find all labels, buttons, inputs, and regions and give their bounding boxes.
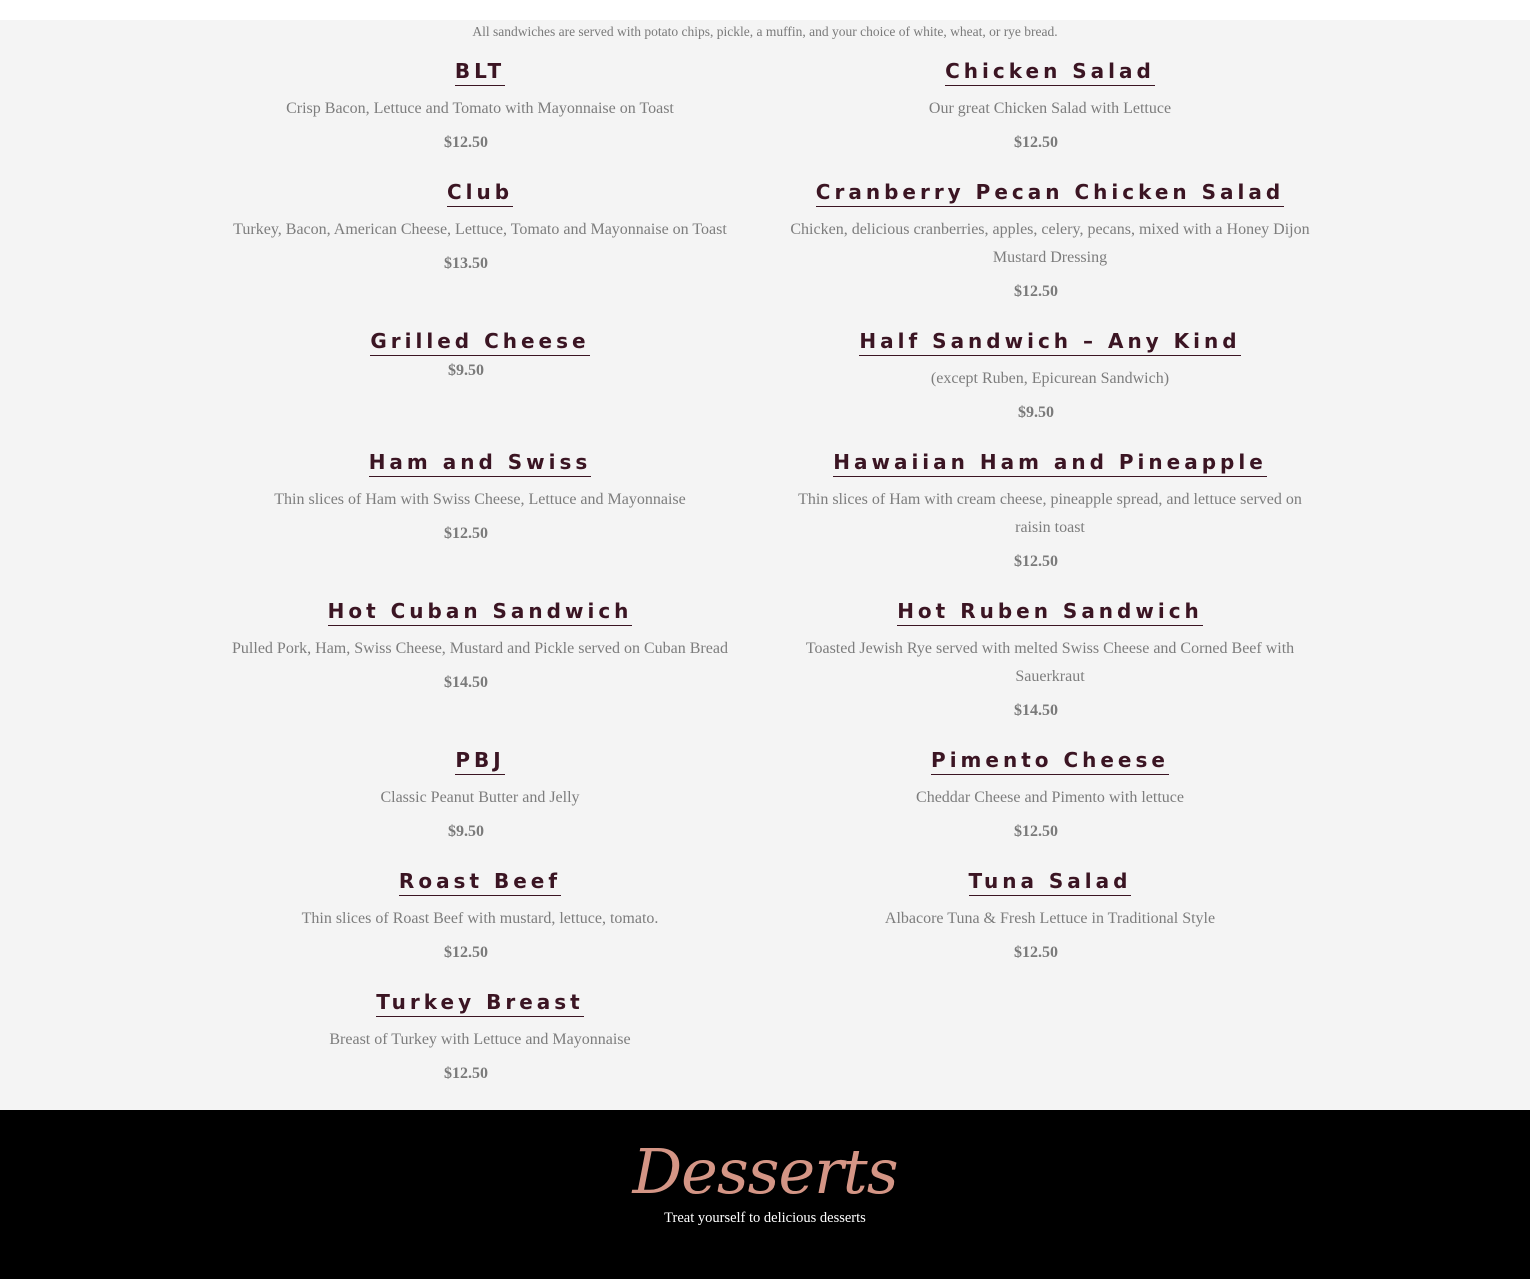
desserts-section (0, 1110, 1530, 1279)
item-description: Thin slices of Ham with cream cheese, pineapple spread, and lettuce served on raisin toast (798, 491, 1302, 536)
menu-item-grilled-cheese (215, 328, 745, 380)
item-price: $12.50 (444, 1065, 488, 1082)
item-description: Our great Chicken Salad with Lettuce (928, 100, 1172, 117)
item-description: Cheddar Cheese and Pimento with lettuce (916, 789, 1184, 806)
menu-item-turkey-breast (215, 989, 745, 1083)
menu-item-cranberry-pecan-chicken-salad (785, 179, 1315, 301)
menu-intro: All sandwiches are served with potato chips, pickle, a muffin, and your choice of white, wheat, or rye bread. (472, 24, 1058, 39)
menu-item-hot-cuban-sandwich (215, 598, 745, 692)
item-title: Hawaiian Ham and Pineapple (833, 449, 1267, 477)
item-description: Pulled Pork, Ham, Swiss Cheese, Mustard and Pickle served on Cuban Bread (232, 640, 728, 657)
item-price: $12.50 (1014, 553, 1058, 570)
menu-item-chicken-salad (785, 58, 1315, 152)
item-price: $12.50 (1014, 944, 1058, 961)
item-title: Pimento Cheese (931, 747, 1169, 775)
item-price: $9.50 (448, 362, 484, 379)
item-price: $12.50 (444, 134, 488, 151)
item-description: Albacore Tuna & Fresh Lettuce in Traditional Style (884, 910, 1216, 927)
sandwich-menu-section (0, 20, 1530, 1110)
item-title: Chicken Salad (945, 58, 1155, 86)
item-price: $14.50 (1014, 702, 1058, 719)
menu-item-club (215, 179, 745, 273)
item-price: $9.50 (448, 823, 484, 840)
menu-item-hot-ruben-sandwich (785, 598, 1315, 720)
item-title: Tuna Salad (969, 868, 1132, 896)
desserts-heading: Desserts (632, 1135, 898, 1208)
item-title: Club (447, 179, 513, 207)
menu-item-blt (215, 58, 745, 152)
menu-item-ham-and-swiss (215, 449, 745, 543)
item-title: Grilled Cheese (370, 328, 589, 356)
item-title: Ham and Swiss (369, 449, 592, 477)
item-title: Turkey Breast (376, 989, 584, 1017)
item-description: Crisp Bacon, Lettuce and Tomato with Mayonnaise on Toast (286, 100, 674, 117)
menu-item-roast-beef (215, 868, 745, 962)
item-description: Thin slices of Roast Beef with mustard, lettuce, tomato. (301, 910, 659, 927)
item-price: $12.50 (1014, 134, 1058, 151)
item-title: Half Sandwich – Any Kind (859, 328, 1240, 356)
desserts-subtitle: Treat yourself to delicious desserts (664, 1210, 866, 1226)
item-price: $14.50 (444, 674, 488, 691)
item-title: Roast Beef (399, 868, 561, 896)
item-description: Breast of Turkey with Lettuce and Mayonnaise (329, 1031, 631, 1048)
item-title: Hot Cuban Sandwich (328, 598, 633, 626)
item-price: $13.50 (444, 255, 488, 272)
menu-item-half-sandwich (785, 328, 1315, 422)
item-title: PBJ (455, 747, 504, 775)
item-description: Toasted Jewish Rye served with melted Swiss Cheese and Corned Beef with Sauerkraut (805, 640, 1295, 685)
item-price: $12.50 (1014, 823, 1058, 840)
item-price: $9.50 (1018, 404, 1054, 421)
menu-item-pimento-cheese (785, 747, 1315, 841)
item-title: Hot Ruben Sandwich (897, 598, 1203, 626)
item-price: $12.50 (444, 944, 488, 961)
item-description: Classic Peanut Butter and Jelly (380, 789, 580, 806)
menu-item-pbj (215, 747, 745, 841)
item-description: Thin slices of Ham with Swiss Cheese, Lettuce and Mayonnaise (274, 491, 686, 508)
item-title: BLT (455, 58, 505, 86)
item-price: $12.50 (1014, 283, 1058, 300)
item-description: Chicken, delicious cranberries, apples, celery, pecans, mixed with a Honey Dijon Mustard Dressing (790, 221, 1310, 266)
menu-item-hawaiian-ham-and-pineapple (785, 449, 1315, 571)
item-description: (except Ruben, Epicurean Sandwich) (930, 370, 1170, 387)
item-description: Turkey, Bacon, American Cheese, Lettuce, Tomato and Mayonnaise on Toast (233, 221, 727, 238)
item-price: $12.50 (444, 525, 488, 542)
menu-item-tuna-salad (785, 868, 1315, 962)
top-bar (0, 0, 1530, 20)
item-title: Cranberry Pecan Chicken Salad (816, 179, 1284, 207)
